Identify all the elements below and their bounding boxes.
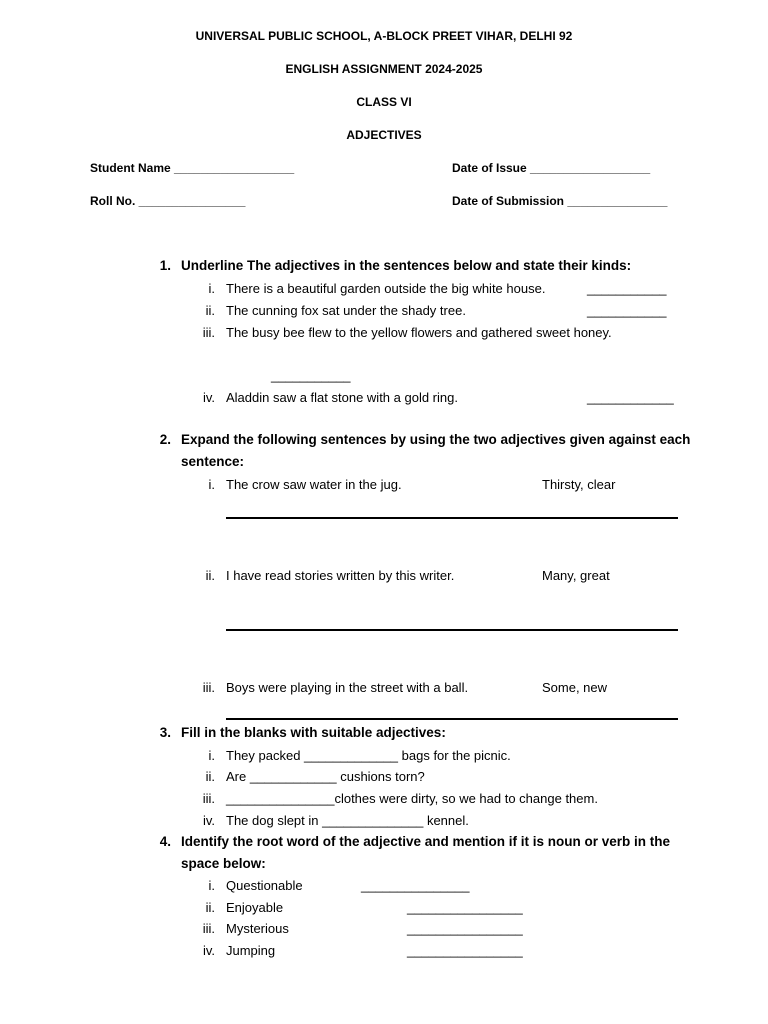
answer-blank: ___________ (587, 303, 667, 318)
question-title: Underline The adjectives in the sentences below and state their kinds: (181, 258, 632, 273)
answer-blank: ________________ (407, 921, 523, 936)
word-text: Questionable (226, 878, 303, 893)
item-numeral: iv. (202, 390, 215, 405)
question-number: 4. (159, 834, 171, 849)
roll-no-field: Roll No. ________________ (90, 194, 246, 208)
given-adjectives: Some, new (542, 680, 608, 695)
item-numeral: iv. (202, 943, 215, 958)
given-adjectives: Thirsty, clear (542, 477, 616, 492)
answer-blank: ________________ (407, 900, 523, 915)
sentence-text: The dog slept in ______________ kennel. (226, 813, 469, 828)
question-title: Fill in the blanks with suitable adjectives: (181, 725, 446, 740)
sentence-text: They packed _____________ bags for the picnic. (226, 748, 511, 763)
item-numeral: i. (208, 748, 215, 763)
student-name-field: Student Name __________________ (90, 161, 295, 175)
answer-blank: ___________ (271, 368, 351, 383)
item-numeral: i. (208, 477, 215, 492)
question-number: 3. (159, 725, 171, 740)
answer-blank: ___________ (587, 281, 667, 296)
question-title: Identify the root word of the adjective and mention if it is noun or verb in the (181, 834, 671, 849)
sentence-text: Aladdin saw a flat stone with a gold ring. (226, 390, 458, 405)
word-text: Mysterious (226, 921, 289, 936)
answer-blank: _______________ (361, 878, 470, 893)
sentence-text: _______________clothes were dirty, so we had to change them. (226, 791, 598, 806)
question-number: 1. (159, 258, 171, 273)
item-numeral: i. (208, 281, 215, 296)
item-numeral: ii. (205, 568, 215, 583)
item-numeral: iv. (202, 813, 215, 828)
item-numeral: i. (208, 878, 215, 893)
item-numeral: iii. (202, 921, 215, 936)
answer-line (226, 517, 678, 519)
sentence-text: Boys were playing in the street with a ball. (226, 680, 469, 695)
answer-line (226, 718, 678, 720)
question-title-continued: space below: (181, 856, 266, 871)
sentence-text: The cunning fox sat under the shady tree. (226, 303, 466, 318)
item-numeral: ii. (205, 900, 215, 915)
item-numeral: ii. (205, 769, 215, 784)
date-of-submission-field: Date of Submission _______________ (452, 194, 668, 208)
assignment-title: ENGLISH ASSIGNMENT 2024-2025 (285, 62, 483, 76)
item-numeral: iii. (202, 680, 215, 695)
item-numeral: ii. (205, 303, 215, 318)
sentence-text: The crow saw water in the jug. (226, 477, 402, 492)
school-name: UNIVERSAL PUBLIC SCHOOL, A-BLOCK PREET VIHAR, DELHI 92 (195, 29, 573, 43)
item-numeral: iii. (202, 791, 215, 806)
given-adjectives: Many, great (542, 568, 610, 583)
item-numeral: iii. (202, 325, 215, 340)
word-text: Jumping (226, 943, 276, 958)
sentence-text: Are ____________ cushions torn? (226, 769, 425, 784)
question-title-continued: sentence: (181, 454, 245, 469)
answer-blank: ____________ (587, 390, 674, 405)
sentence-text: I have read stories written by this writer. (226, 568, 455, 583)
class-label: CLASS VI (356, 95, 412, 109)
date-of-issue-field: Date of Issue __________________ (452, 161, 651, 175)
word-text: Enjoyable (226, 900, 284, 915)
question-number: 2. (159, 432, 171, 447)
question-title: Expand the following sentences by using the two adjectives given against each (181, 432, 691, 447)
answer-blank: ________________ (407, 943, 523, 958)
topic-title: ADJECTIVES (346, 128, 422, 142)
sentence-text: The busy bee flew to the yellow flowers and gathered sweet honey. (226, 325, 612, 340)
answer-line (226, 629, 678, 631)
sentence-text: There is a beautiful garden outside the big white house. (226, 281, 546, 296)
